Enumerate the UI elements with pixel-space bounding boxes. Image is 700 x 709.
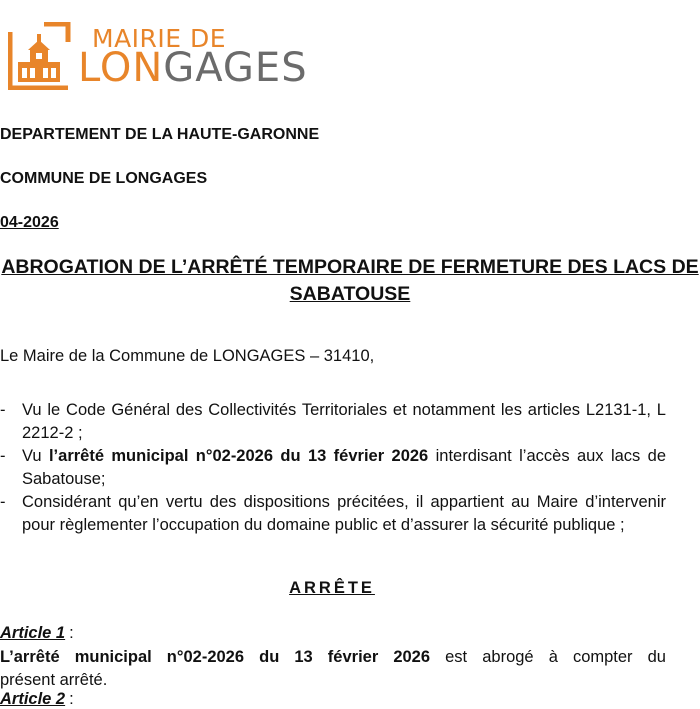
department-heading: DEPARTEMENT DE LA HAUTE-GARONNE (0, 126, 320, 143)
article-1-body (0, 646, 666, 692)
article-1-line-1 (0, 646, 666, 669)
article-1-line-2: présent arrêté. (0, 671, 108, 689)
article-1-bold-reference: L’arrêté municipal n°02-2026 du 13 février 2026 (0, 648, 431, 666)
article-1-rest: est abrogé à compter du (430, 648, 666, 666)
list-dash: - (0, 447, 6, 465)
commune-heading: COMMUNE DE LONGAGES (0, 170, 208, 187)
list-dash: - (0, 493, 6, 511)
title-line-2: SABATOUSE (289, 283, 411, 305)
article-title-label: Article 2 (0, 690, 66, 708)
consideration-text: Considérant qu’en vertu des dispositions précitées, il appartient au Maire d’intervenir pour règlementer l’occupation du domaine public et d’assurer la sécurité publique ; (22, 493, 666, 534)
consideration-bold-reference: l’arrêté municipal n°02-2026 du 13 février 2026 (48, 447, 429, 465)
decree-reference: 04-2026 (0, 214, 59, 231)
logo-text-part-orange: LON (78, 45, 164, 91)
consideration-text: Vu le Code Général des Collectivités Territoriales et notamment les articles L2131-1, L 2212-2 ; (22, 401, 666, 442)
article-colon: : (69, 624, 74, 642)
logo-text-part-grey: GAGES (163, 45, 308, 91)
intro-paragraph: Le Maire de la Commune de LONGAGES – 31410, (0, 347, 375, 365)
article-title-label: Article 1 (0, 624, 66, 642)
town-hall-building-icon (8, 22, 74, 90)
consideration-text (22, 445, 666, 491)
arrete-heading: ARRÊTE (289, 579, 375, 597)
article-colon: : (69, 690, 74, 708)
title-line-1: ABROGATION DE L’ARRÊTÉ TEMPORAIRE DE FERMETURE DES LACS DE (1, 256, 699, 278)
logo-text-longages (78, 44, 308, 92)
logo-text-mairie-de: MAIRIE DE (92, 24, 227, 53)
list-dash: - (0, 401, 6, 419)
article-1-title (0, 624, 74, 643)
document-title (0, 254, 700, 308)
consideration-prefix: Vu (22, 447, 49, 465)
mairie-logo (8, 22, 308, 92)
consideration-suffix: interdisant l’accès aux lacs de Sabatouse; (22, 447, 667, 488)
